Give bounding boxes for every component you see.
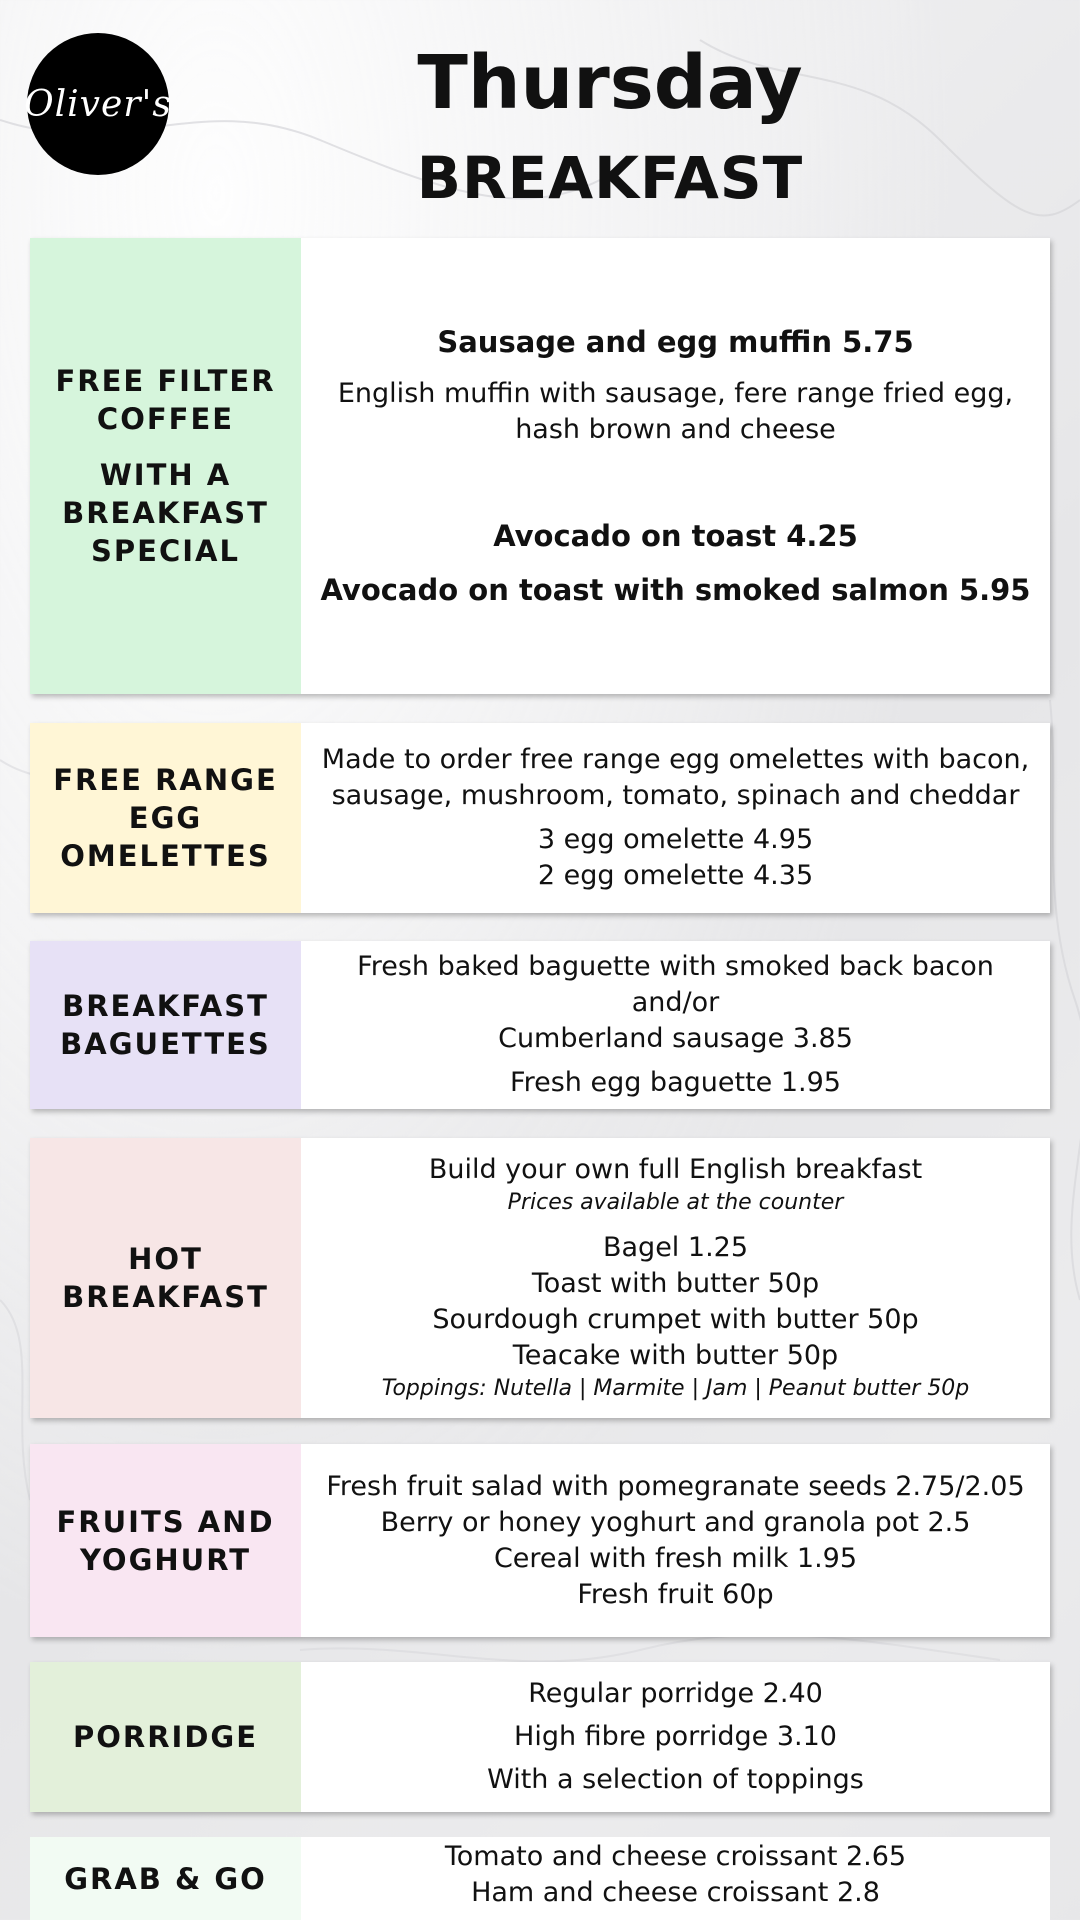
menu-item-bacon-baguette-price: Cumberland sausage 3.85 [498,1023,853,1054]
label-line: COFFEE [96,402,235,436]
menu-item-regular-porridge: Regular porridge 2.40 [528,1678,823,1709]
menu-item-description: sausage, mushroom, tomato, spinach and cheddar [331,780,1020,811]
menu-item-sausage-muffin: Sausage and egg muffin 5.75 [437,325,914,359]
label-line: BAGUETTES [60,1027,271,1061]
label-line: FREE RANGE [53,763,278,797]
menu-item-description: hash brown and cheese [515,414,836,445]
label-line: PORRIDGE [72,1720,259,1754]
label-line: SPECIAL [91,534,240,568]
menu-item-fruit-salad: Fresh fruit salad with pomegranate seeds 2.75/2.05 [326,1470,1025,1502]
menu-item-tomato-croissant: Tomato and cheese croissant 2.65 [444,1841,907,1872]
logo-text: Oliver's [24,83,172,125]
menu-item-full-english: Build your own full English breakfast [428,1154,923,1185]
section-label-fruits [30,1444,301,1637]
menu-item-fresh-fruit: Fresh fruit 60p [577,1578,774,1610]
menu-item-description: English muffin with sausage, fere range fried egg, [337,378,1014,409]
meal-title: BREAKFAST [416,144,804,212]
label-line: YOGHURT [79,1542,252,1577]
section-grab-go [30,1837,1050,1920]
menu-item-3-egg-omelette: 3 egg omelette 4.95 [537,824,814,855]
label-line: BREAKFAST [62,496,269,530]
section-body-special [301,238,1050,694]
menu-item-description: Made to order free range egg omelettes with bacon, [321,744,1030,775]
label-line: GRAB & GO [64,1861,267,1896]
menu-item-toast: Toast with butter 50p [531,1268,820,1299]
menu-item-teacake: Teacake with butter 50p [512,1340,839,1371]
section-body-baguettes [301,941,1050,1109]
section-label-omelettes [30,723,301,913]
section-body-omelettes [301,723,1050,913]
label-line: BREAKFAST [62,1280,269,1314]
section-body-hot [301,1138,1050,1418]
menu-note-toppings: Toppings: Nutella | Marmite | Jam | Peanut butter 50p [381,1376,970,1401]
menu-item-yoghurt-pot: Berry or honey yoghurt and granola pot 2.5 [380,1506,971,1538]
label-line: FRUITS AND [56,1504,275,1539]
day-title: Thursday [417,40,803,126]
menu-item-avocado-salmon: Avocado on toast with smoked salmon 5.95 [320,573,1031,607]
label-line: EGG [128,801,203,835]
menu-item-high-fibre-porridge: High fibre porridge 3.10 [514,1721,837,1752]
menu-item-egg-baguette: Fresh egg baguette 1.95 [510,1067,841,1098]
section-label-baguettes [30,941,301,1109]
label-line: WITH A [99,458,232,492]
section-label-porridge [30,1662,301,1812]
menu-item-ham-croissant: Ham and cheese croissant 2.8 [471,1877,880,1908]
section-label-hot [30,1138,301,1418]
label-line: OMELETTES [60,839,271,873]
label-line: HOT [128,1242,203,1276]
section-label-special [30,238,301,694]
menu-note-prices: Prices available at the counter [507,1190,844,1215]
section-body-porridge [301,1662,1050,1812]
label-line: BREAKFAST [62,989,269,1023]
label-line: FREE FILTER [55,364,276,398]
section-body-fruits [301,1444,1050,1637]
section-breakfast-special [30,238,1050,694]
menu-item-bagel: Bagel 1.25 [602,1232,749,1263]
section-porridge [30,1662,1050,1812]
menu-item-crumpet: Sourdough crumpet with butter 50p [432,1304,919,1335]
menu-item-avocado-toast: Avocado on toast 4.25 [493,519,858,553]
section-omelettes [30,723,1050,913]
section-baguettes [30,941,1050,1109]
menu-item-porridge-toppings: With a selection of toppings [487,1764,864,1795]
menu-item-cereal: Cereal with fresh milk 1.95 [493,1542,858,1574]
section-fruits-yoghurt [30,1444,1050,1637]
section-body-grab [301,1837,1050,1920]
menu-item-2-egg-omelette: 2 egg omelette 4.35 [537,860,814,891]
section-label-grab [30,1837,301,1920]
section-hot-breakfast [30,1138,1050,1418]
menu-item-bacon-baguette: Fresh baked baguette with smoked back bacon and/or [357,951,994,1018]
